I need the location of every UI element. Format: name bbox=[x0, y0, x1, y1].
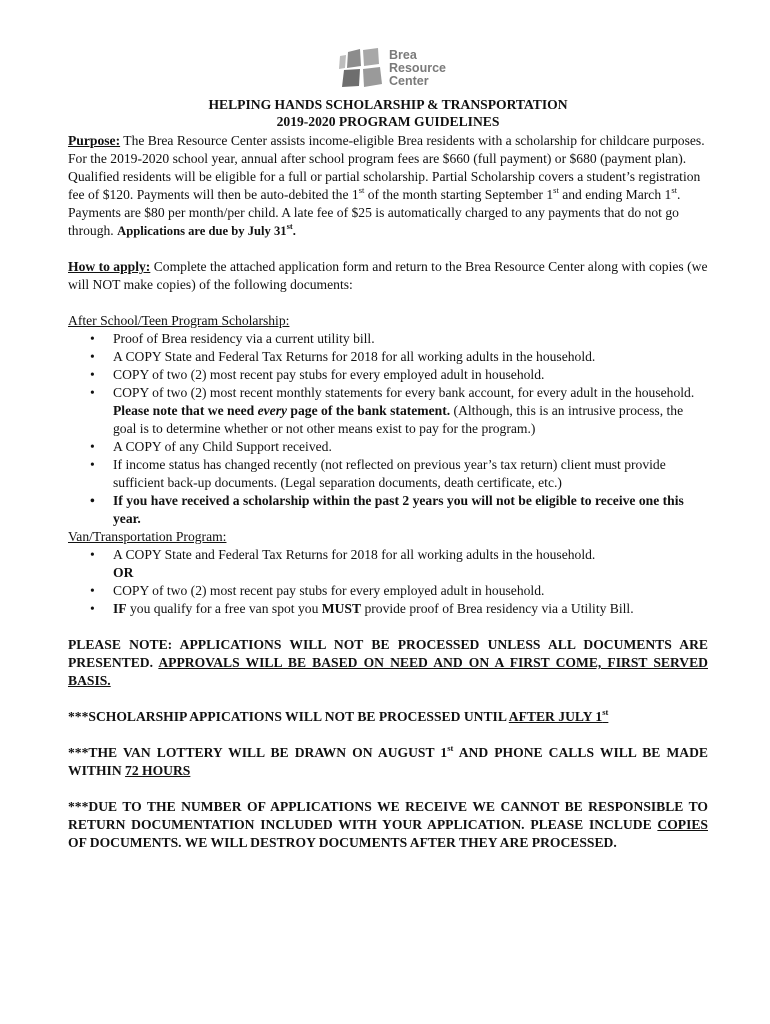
purpose-sup-1: st bbox=[358, 185, 365, 195]
title-line-1: HELPING HANDS SCHOLARSHIP & TRANSPORTATION bbox=[208, 97, 568, 112]
purpose-paragraph bbox=[68, 132, 708, 240]
note-approvals: APPROVALS WILL BE BASED ON NEED AND ON A FIRST COME, FIRST SERVED BASIS. bbox=[68, 655, 708, 688]
list-item: • COPY of two (2) most recent pay stubs for every employed adult in household. bbox=[68, 366, 708, 384]
brea-resource-center-logo bbox=[338, 46, 448, 92]
logo-line-resource: Resource bbox=[389, 61, 446, 75]
after-school-heading: After School/Teen Program Scholarship: bbox=[68, 313, 290, 328]
note-scholarship-date: ***SCHOLARSHIP APPICATIONS WILL NOT BE PROCESSED UNTIL AFTER JULY 1st bbox=[68, 707, 609, 724]
or-label: OR bbox=[113, 565, 134, 580]
due-date-text: Applications are due by July 31 bbox=[117, 224, 287, 238]
note-processing: PLEASE NOTE: APPLICATIONS WILL NOT BE PROCESSED UNLESS ALL DOCUMENTS ARE PRESENTED. APPROVALS WILL BE BASED ON NEED AND ON A FIRST COME, FIRST SERVED BASIS. bbox=[68, 637, 708, 688]
how-to-apply-label: How to apply: bbox=[68, 259, 151, 274]
how-to-apply-text: Complete the attached application form and return to the Brea Resource Center along with copies (we will NOT make copies) of the following documents: bbox=[68, 259, 708, 292]
purpose-text-d: . Payments are $80 per month/per child. A late fee of $25 is automatically charged to any payments that do not go through. bbox=[68, 187, 681, 238]
purpose-sup-3: st bbox=[671, 185, 677, 195]
how-to-apply-paragraph bbox=[68, 258, 708, 294]
logo-line-brea: Brea bbox=[389, 48, 417, 62]
document-title bbox=[68, 96, 708, 130]
purpose-label: Purpose: bbox=[68, 133, 121, 148]
note-van-lottery: ***THE VAN LOTTERY WILL BE DRAWN ON AUGUST 1st AND PHONE CALLS WILL BE MADE WITHIN 72 HOURS bbox=[68, 743, 708, 778]
logo-wordmark bbox=[389, 49, 446, 88]
list-item: • A COPY State and Federal Tax Returns for 2018 for all working adults in the household. bbox=[68, 348, 708, 366]
purpose-text-c: and ending March 1 bbox=[558, 187, 672, 202]
list-item: • If you have received a scholarship within the past 2 years you will not be eligible to receive one this year. bbox=[68, 492, 708, 528]
note-documents: ***DUE TO THE NUMBER OF APPLICATIONS WE RECEIVE WE CANNOT BE RESPONSIBLE TO RETURN DOCUMENTATION INCLUDED WITH YOUR APPLICATION. PLEASE INCLUDE COPIES OF DOCUMENTS. WE WILL DESTROY DOCUMENTS AFTER THEY ARE PROCESSED. bbox=[68, 799, 708, 850]
purpose-sup-2: st bbox=[553, 185, 559, 195]
logo-mark-icon bbox=[338, 46, 386, 92]
list-item: • COPY of two (2) most recent pay stubs for every employed adult in household. bbox=[68, 582, 708, 600]
list-item: • IF you qualify for a free van spot you MUST provide proof of Brea residency via a Utility Bill. bbox=[68, 600, 708, 618]
logo-line-center: Center bbox=[389, 74, 429, 88]
van-list bbox=[68, 546, 708, 618]
due-date-sup: st bbox=[286, 221, 293, 231]
van-heading: Van/Transportation Program: bbox=[68, 529, 227, 544]
after-school-list bbox=[68, 330, 708, 528]
list-item: • COPY of two (2) most recent monthly statements for every bank account, for every adult in the household. Please note that we need every page of the bank statement. (Although, this is an intrusive process, the goal is to determine whether or not other means exist to pay for the program.) bbox=[68, 384, 708, 438]
list-item: • Proof of Brea residency via a current utility bill. bbox=[68, 330, 708, 348]
purpose-text-b: of the month starting September 1 bbox=[364, 187, 554, 202]
title-line-2: 2019-2020 PROGRAM GUIDELINES bbox=[276, 114, 500, 129]
due-date-end: . bbox=[292, 224, 296, 238]
list-item: • If income status has changed recently (not reflected on previous year’s tax return) client must provide sufficient back-up documents. (Legal separation documents, death certificate, etc.) bbox=[68, 456, 708, 492]
document-body bbox=[68, 132, 708, 852]
list-item: • A COPY State and Federal Tax Returns for 2018 for all working adults in the household. OR bbox=[68, 546, 708, 582]
purpose-text-a: The Brea Resource Center assists income-eligible Brea residents with a scholarship for childcare purposes. For the 2019-2020 school year, annual after school program fees are $660 (full payment) or $680 (payment plan). Qualified residents will be eligible for a full or partial scholarship. Partial Scholarship covers a student’s registration fee of $120. Payments will then be auto-debited the 1 bbox=[68, 133, 705, 202]
list-item: • A COPY of any Child Support received. bbox=[68, 438, 708, 456]
